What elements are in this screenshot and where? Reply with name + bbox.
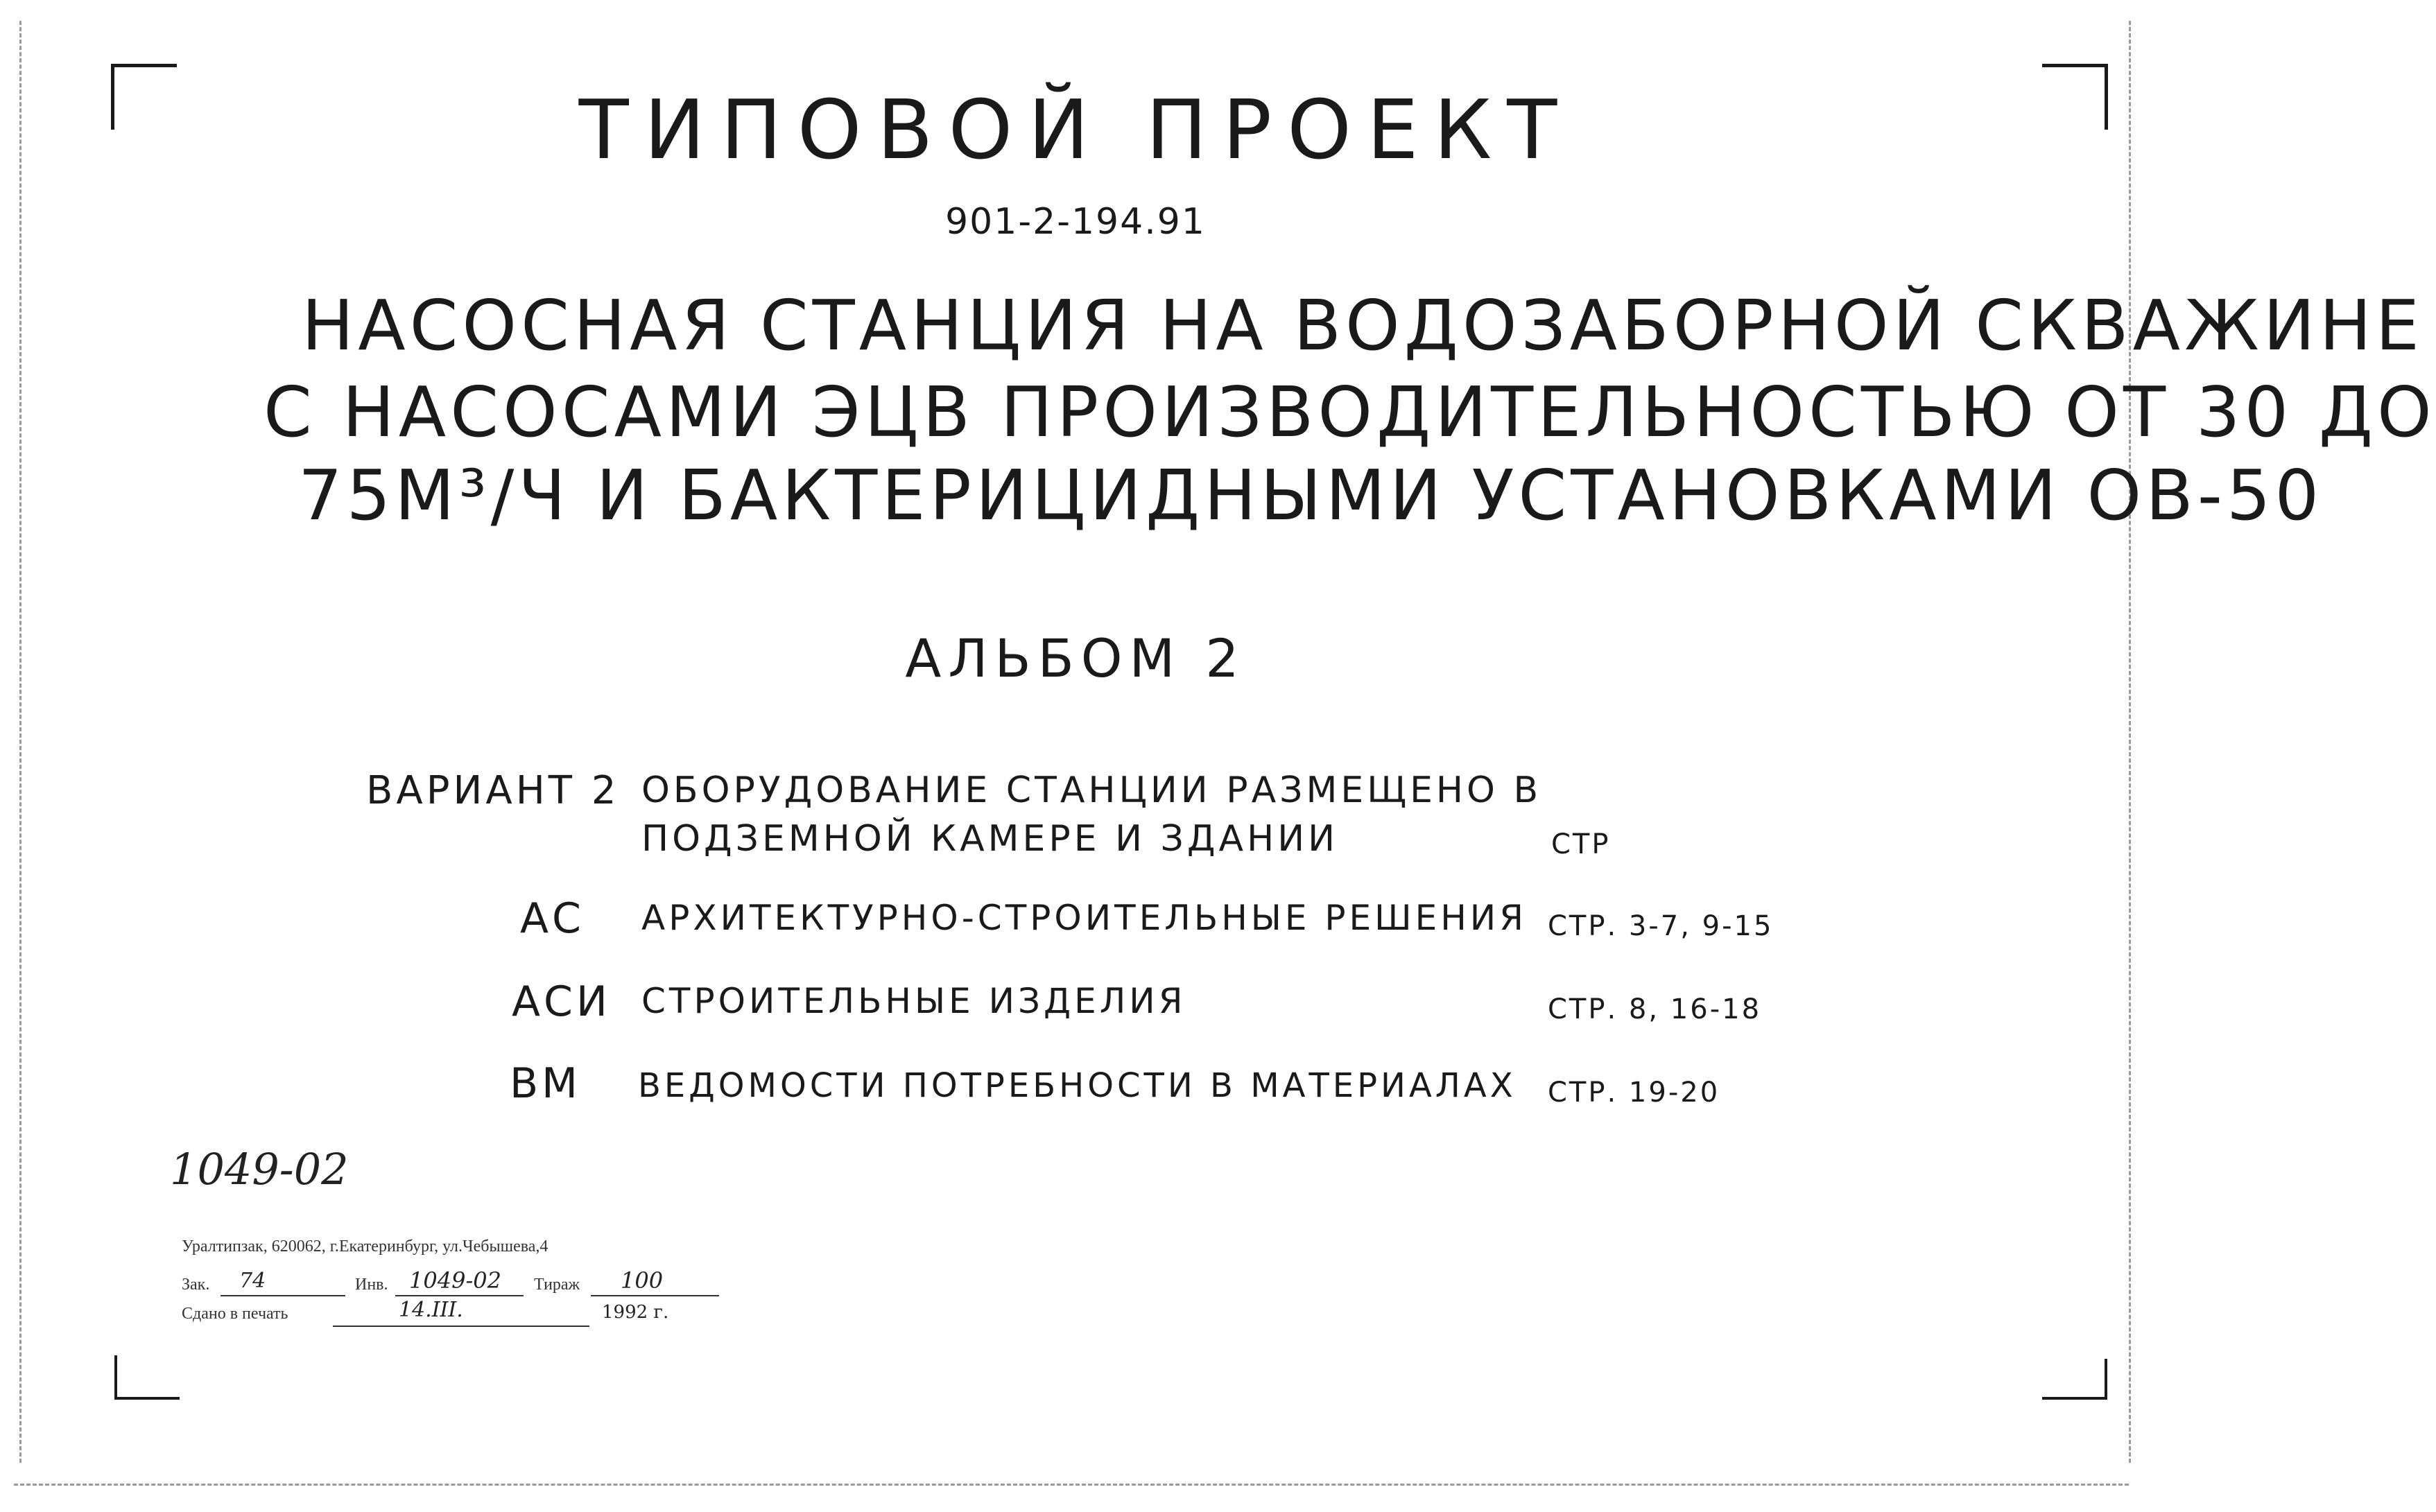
imprint-inv-label: Инв.	[355, 1276, 388, 1294]
imprint-print-run-label: Тираж	[534, 1276, 580, 1294]
imprint-print-run-value: 100	[621, 1267, 664, 1294]
section-pages-vm: СТР. 19-20	[1548, 1077, 1720, 1109]
inventory-number: 1049-02	[170, 1144, 349, 1194]
project-name-line-3: 75М³/Ч И БАКТЕРИЦИДНЫМИ УСТАНОВКАМИ ОВ-50	[298, 455, 2324, 536]
order-underline	[221, 1295, 345, 1296]
section-pages-as: СТР. 3-7, 9-15	[1548, 910, 1774, 942]
section-code-vm: ВМ	[510, 1059, 581, 1108]
variant-description-line-2: ПОДЗЕМНОЙ КАМЕРЕ И ЗДАНИИ	[641, 818, 1338, 860]
project-name-line-1: НАСОСНАЯ СТАНЦИЯ НА ВОДОЗАБОРНОЙ СКВАЖИНЕ	[302, 285, 2424, 366]
section-title-as: АРХИТЕКТУРНО-СТРОИТЕЛЬНЫЕ РЕШЕНИЯ	[641, 898, 1527, 938]
imprint-sent-label: Сдано в печать	[182, 1305, 288, 1323]
section-code-as: АС	[520, 894, 585, 943]
corner-mark-bottom-left	[114, 1355, 180, 1400]
project-name-line-2: С НАСОСАМИ ЭЦВ ПРОИЗВОДИТЕЛЬНОСТЬЮ ОТ 30 ДО	[264, 372, 2436, 453]
imprint-inv-value: 1049-02	[409, 1267, 501, 1294]
variant-description-line-1: ОБОРУДОВАНИЕ СТАНЦИИ РАЗМЕЩЕНО В	[641, 770, 1542, 811]
corner-mark-bottom-right	[2042, 1359, 2107, 1400]
imprint-order-label: Зак.	[182, 1276, 210, 1294]
album-number: АЛЬБОМ 2	[905, 627, 1246, 689]
project-code: 901-2-194.91	[945, 201, 1206, 243]
imprint-publisher: Уралтипзак, 620062, г.Екатеринбург, ул.Чебышева,4	[182, 1237, 548, 1255]
print-run-underline	[591, 1295, 719, 1296]
imprint-year: 1992 г.	[602, 1302, 669, 1323]
section-title-asi: СТРОИТЕЛЬНЫЕ ИЗДЕЛИЯ	[641, 981, 1186, 1021]
section-pages-asi: СТР. 8, 16-18	[1548, 993, 1762, 1025]
section-code-asi: АСИ	[512, 977, 611, 1026]
imprint-order-value: 74	[239, 1269, 266, 1293]
section-title-vm: ВЕДОМОСТИ ПОТРЕБНОСТИ В МАТЕРИАЛАХ	[638, 1066, 1517, 1105]
sent-underline	[333, 1326, 589, 1327]
imprint-sent-value: 14.III.	[399, 1298, 463, 1322]
document-title: ТИПОВОЙ ПРОЕКТ	[578, 82, 1573, 177]
inv-underline	[395, 1295, 524, 1296]
pages-column-header: СТР	[1551, 828, 1611, 860]
bottom-scan-edge	[14, 1484, 2129, 1486]
variant-label: ВАРИАНТ 2	[366, 768, 620, 813]
